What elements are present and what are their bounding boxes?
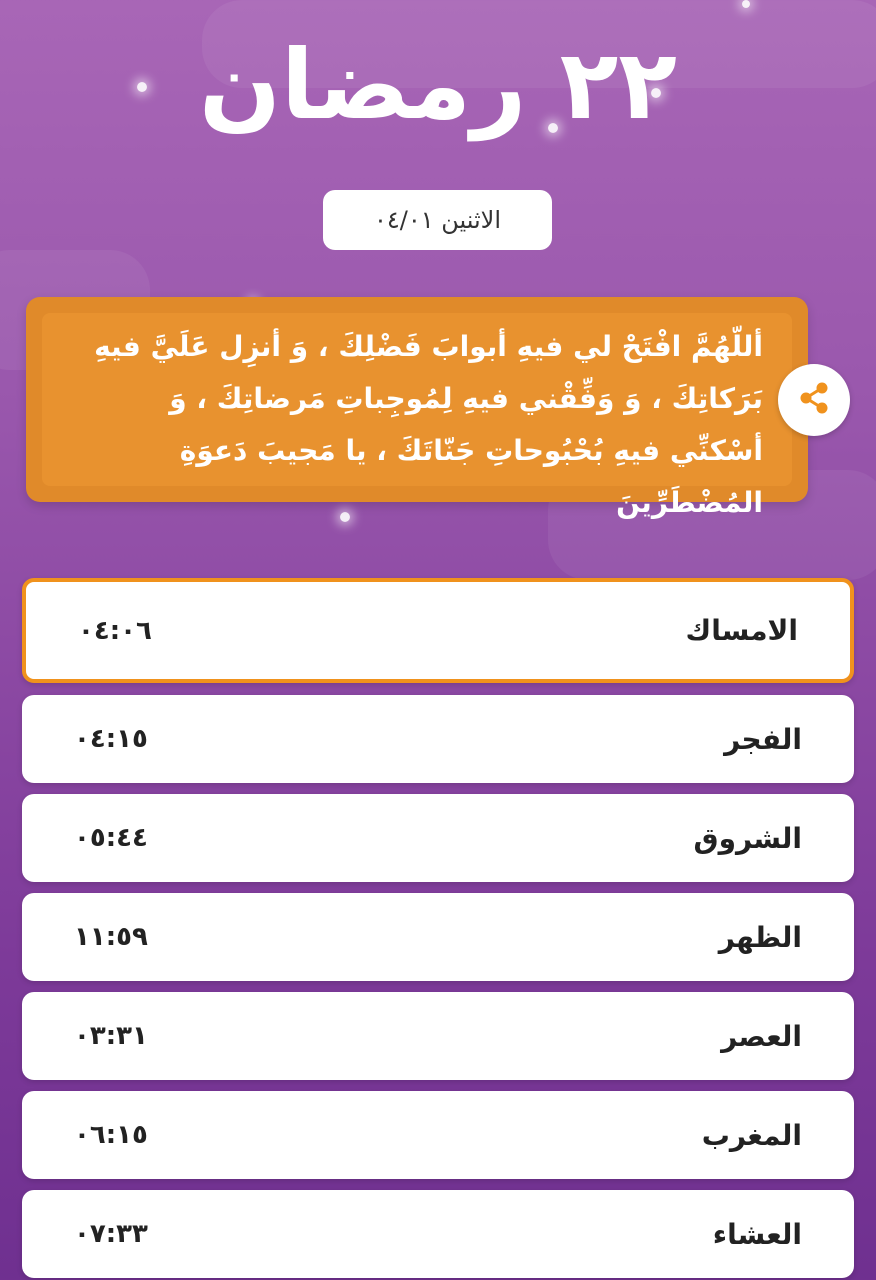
prayer-name: الفجر bbox=[724, 722, 802, 756]
prayer-time: ٠٤:٠٦ bbox=[78, 615, 152, 646]
prayer-row-asr[interactable] bbox=[22, 992, 854, 1080]
prayer-time: ٠٧:٣٣ bbox=[74, 1219, 148, 1249]
prayer-name: العصر bbox=[721, 1019, 802, 1053]
prayer-row-maghrib[interactable] bbox=[22, 1091, 854, 1179]
prayer-time: ٠٤:١٥ bbox=[74, 724, 148, 754]
prayer-row-imsak[interactable] bbox=[22, 578, 854, 683]
share-button[interactable] bbox=[778, 364, 850, 436]
sparkle-decoration bbox=[742, 0, 750, 8]
prayer-name: الشروق bbox=[693, 821, 802, 855]
prayer-name: العشاء bbox=[712, 1217, 802, 1251]
dua-text: أللّهُمَّ افْتَحْ لي فيهِ أبوابَ فَضْلِكَ ، وَ أنزِل عَلَيَّ فيهِ بَرَكاتِكَ ، وَ وَفِّقْني فيهِ لِمُوجِباتِ مَرضاتِكَ ، وَ أسْكنِّي فيهِ بُحْبُوحاتِ جَنّاتَكَ ، يا مَجيبَ دَعوَةِ المُضْطَرِّينَ bbox=[94, 330, 763, 519]
prayer-row-isha[interactable] bbox=[22, 1190, 854, 1278]
date-badge: الاثنين ٠٤/٠١ bbox=[323, 190, 552, 250]
prayer-row-sunrise[interactable] bbox=[22, 794, 854, 882]
prayer-name: المغرب bbox=[701, 1118, 802, 1152]
prayer-row-dhuhr[interactable] bbox=[22, 893, 854, 981]
share-icon bbox=[794, 378, 834, 422]
prayer-time: ١١:٥٩ bbox=[74, 922, 148, 952]
dua-card bbox=[26, 297, 808, 519]
prayer-name: الظهر bbox=[718, 920, 802, 954]
prayer-row-fajr[interactable] bbox=[22, 695, 854, 783]
prayer-name: الامساك bbox=[685, 614, 798, 647]
prayer-time: ٠٥:٤٤ bbox=[74, 823, 148, 853]
page-title: ٢٢ رمضان bbox=[199, 29, 677, 141]
prayer-time: ٠٦:١٥ bbox=[74, 1120, 148, 1150]
prayer-time: ٠٣:٣١ bbox=[74, 1021, 148, 1051]
